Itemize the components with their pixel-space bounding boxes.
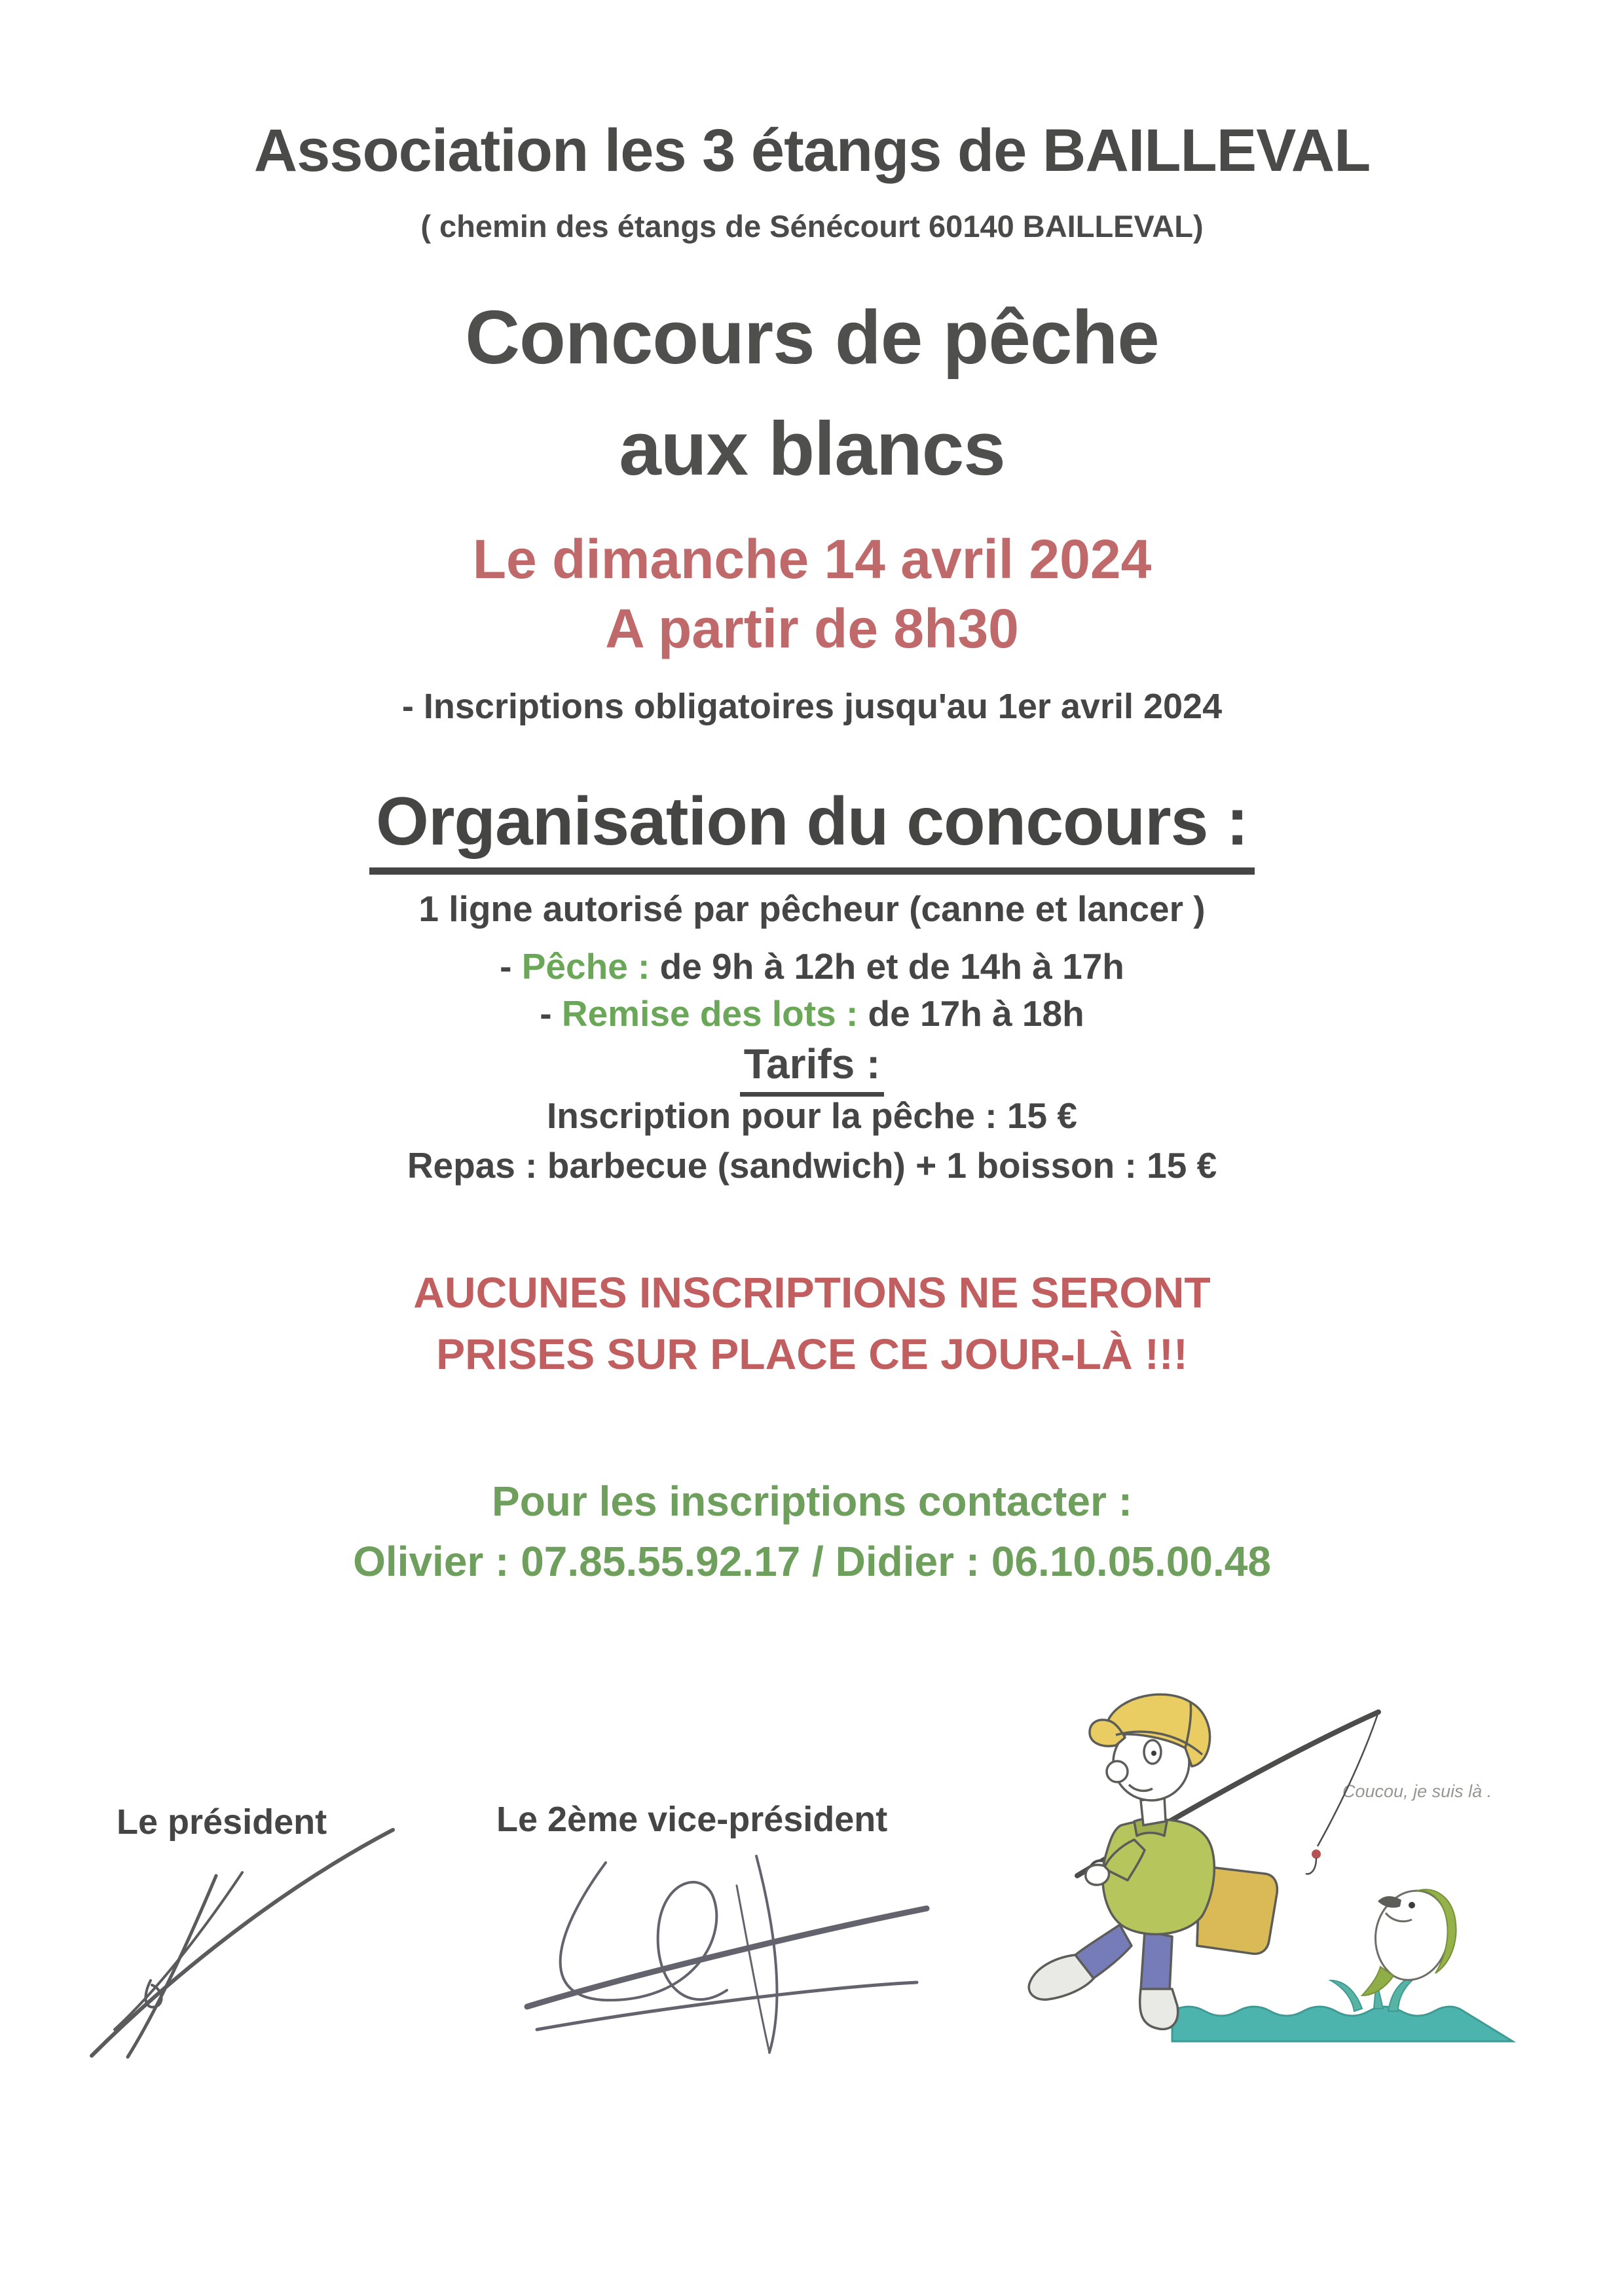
registration-deadline: - Inscriptions obligatoires jusqu'au 1er avril 2024: [401, 687, 1223, 726]
fish-caption: Coucou, je suis là .: [1342, 1781, 1492, 1801]
peche-dash: -: [500, 946, 522, 987]
contact-numbers: Olivier : 07.85.55.92.17 / Didier : 06.10.05.00.48: [353, 1538, 1271, 1585]
organisation-peche-line: [0, 945, 1624, 987]
organisation-heading: [0, 783, 1624, 875]
organisation-heading-text: Organisation du concours :: [369, 783, 1255, 875]
organisation-remise-line: [0, 993, 1624, 1034]
fish: [1362, 1889, 1456, 1995]
tarif-inscription: Inscription pour la pêche : 15 €: [547, 1095, 1077, 1136]
organisation-rule: 1 ligne autorisé par pêcheur (canne et lancer ): [418, 888, 1206, 929]
remise-value: de 17h à 18h: [858, 993, 1084, 1034]
tarifs-heading: [0, 1040, 1624, 1097]
association-title: Association les 3 étangs de BAILLEVAL: [253, 117, 1371, 184]
vice-president-signature: [498, 1833, 943, 2056]
peche-value: de 9h à 12h et de 14h à 17h: [650, 946, 1124, 987]
event-time: A partir de 8h30: [605, 598, 1019, 659]
fisherman: [1029, 1694, 1277, 2029]
event-date: Le dimanche 14 avril 2024: [472, 528, 1152, 590]
association-address: ( chemin des étangs de Sénécourt 60140 BAILLEVAL): [420, 209, 1204, 244]
remise-dash: -: [540, 993, 562, 1034]
event-title-line2: aux blancs: [619, 406, 1005, 491]
peche-label: Pêche :: [521, 946, 650, 987]
tarifs-heading-text: Tarifs :: [740, 1040, 885, 1097]
water: [1172, 2007, 1513, 2041]
contact-heading: Pour les inscriptions contacter :: [492, 1478, 1132, 1525]
remise-label: Remise des lots :: [561, 993, 858, 1034]
president-label: Le président: [117, 1802, 327, 1842]
president-signature: [52, 1813, 419, 2062]
warning-line2: PRISES SUR PLACE CE JOUR-LÀ !!!: [436, 1330, 1188, 1378]
fisherman-illustration: [969, 1650, 1532, 2043]
vice-president-label: Le 2ème vice-président: [496, 1800, 888, 1839]
tarif-repas: Repas : barbecue (sandwich) + 1 boisson : 15 €: [407, 1145, 1217, 1186]
warning-line1: AUCUNES INSCRIPTIONS NE SERONT: [413, 1268, 1211, 1317]
event-title-line1: Concours de pêche: [465, 295, 1159, 380]
